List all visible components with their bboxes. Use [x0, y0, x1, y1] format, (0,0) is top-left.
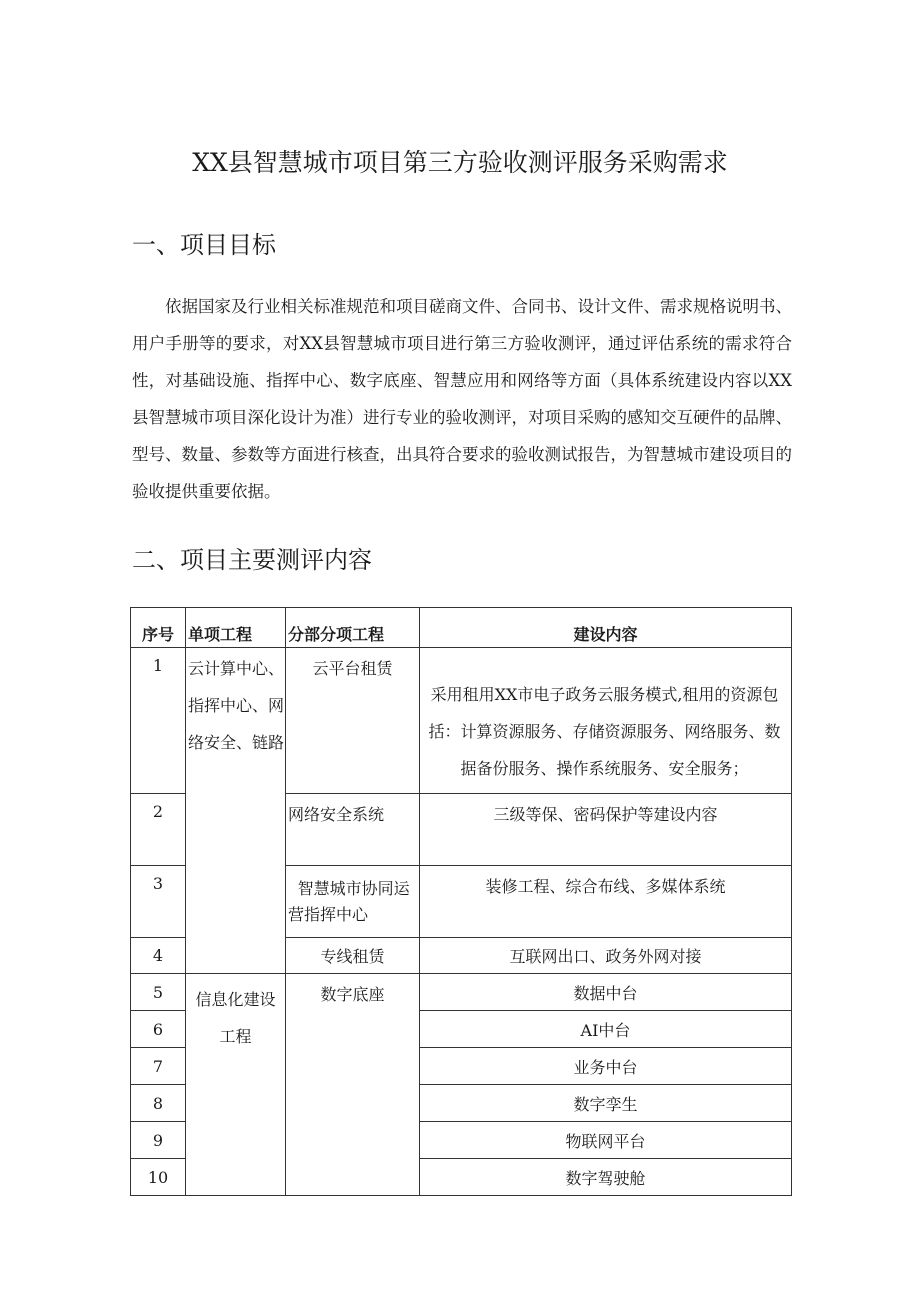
seq-cell: 7	[131, 1048, 186, 1085]
content-cell: 采用租用XX市电子政务云服务模式,租用的资源包括：计算资源服务、存储资源服务、网络服务、数据备份服务、操作系统服务、安全服务；	[420, 648, 792, 794]
item-cell-group1: 云计算中心、指挥中心、网络安全、链路	[186, 648, 286, 974]
seq-cell: 5	[131, 974, 186, 1011]
content-cell: 业务中台	[420, 1048, 792, 1085]
table-header-row	[131, 608, 792, 648]
content-cell: 数字驾驶舱	[420, 1159, 792, 1196]
content-cell: 互联网出口、政务外网对接	[420, 938, 792, 974]
seq-cell: 4	[131, 938, 186, 974]
content-cell: 装修工程、综合布线、多媒体系统	[420, 866, 792, 938]
content-cell: 三级等保、密码保护等建设内容	[420, 794, 792, 866]
content-cell: 物联网平台	[420, 1122, 792, 1159]
item-cell-group2: 信息化建设工程	[186, 974, 286, 1196]
table-row	[131, 974, 792, 1011]
goals-paragraph: 依据国家及行业相关标准规范和项目磋商文件、合同书、设计文件、需求规格说明书、用户手册等的要求，对XX县智慧城市项目进行第三方验收测评，通过评估系统的需求符合性，对基础设施、指挥中心、数字底座、智慧应用和网络等方面（具体系统建设内容以XX县智慧城市项目深化设计为准）进行专业的验收测评，对项目采购的感知交互硬件的品牌、型号、数量、参数等方面进行核查，出具符合要求的验收测试报告，为智慧城市建设项目的验收提供重要依据。	[132, 297, 792, 501]
content-cell: 数字孪生	[420, 1085, 792, 1122]
evaluation-content-table	[130, 607, 792, 1196]
subitem-cell-digital-base: 数字底座	[286, 974, 420, 1196]
seq-cell: 6	[131, 1011, 186, 1048]
seq-cell: 2	[131, 794, 186, 866]
header-content: 建设内容	[420, 608, 792, 648]
header-seq: 序号	[131, 608, 186, 648]
content-cell: AI中台	[420, 1011, 792, 1048]
section-heading-goals: 一、项目目标	[132, 231, 276, 259]
header-subitem: 分部分项工程	[286, 608, 420, 648]
seq-cell: 8	[131, 1085, 186, 1122]
seq-cell: 10	[131, 1159, 186, 1196]
subitem-cell: 云平台租赁	[286, 648, 420, 794]
section-heading-content: 二、项目主要测评内容	[132, 546, 372, 574]
table-row	[131, 648, 792, 794]
subitem-cell: 智慧城市协同运营指挥中心	[286, 866, 420, 938]
subitem-cell: 网络安全系统	[286, 794, 420, 866]
subitem-cell: 专线租赁	[286, 938, 420, 974]
seq-cell: 3	[131, 866, 186, 938]
document-title: XX县智慧城市项目第三方验收测评服务采购需求	[192, 148, 728, 177]
seq-cell: 1	[131, 648, 186, 794]
seq-cell: 9	[131, 1122, 186, 1159]
content-cell: 数据中台	[420, 974, 792, 1011]
header-item: 单项工程	[186, 608, 286, 648]
